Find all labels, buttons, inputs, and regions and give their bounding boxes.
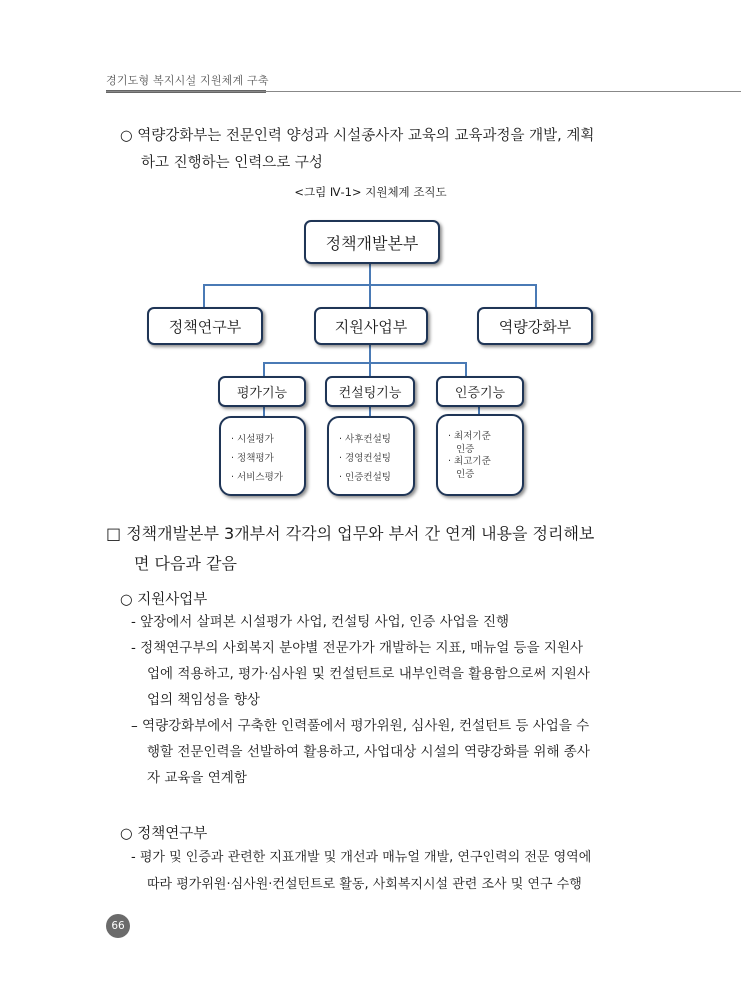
support-heading: ○ 지원사업부 <box>120 592 208 608</box>
org-box-policy-headquarters: 정책개발본부 <box>304 220 440 264</box>
detail-item: 인증 <box>456 468 475 480</box>
figure-caption: <그림 Ⅳ-1> 지원체계 조직도 <box>294 185 447 199</box>
connector <box>369 344 371 376</box>
connector <box>203 284 537 286</box>
support-item: – 역량강화부에서 구축한 인력풀에서 평가위원, 심사원, 컨설턴트 등 사업을 수 <box>131 718 590 734</box>
org-box-consulting: 컨설팅기능 <box>325 376 415 407</box>
connector <box>465 362 467 376</box>
detail-box-certification <box>436 414 524 496</box>
connector <box>263 362 467 364</box>
research-item: 따라 평가위원·심사원·컨설턴트로 활동, 사회복지시설 관련 조사 및 연구 수행 <box>147 877 582 892</box>
research-heading: ○ 정책연구부 <box>120 826 208 842</box>
detail-item: · 인증컨설팅 <box>339 472 391 483</box>
connector <box>203 284 205 308</box>
detail-item: · 최고기준 <box>448 456 491 467</box>
support-item: 행할 전문인력을 선발하여 활용하고, 사업대상 시설의 역량강화를 위해 종사 <box>147 744 590 760</box>
support-item: - 앞장에서 살펴본 시설평가 사업, 컨설팅 사업, 인증 사업을 진행 <box>131 614 510 630</box>
org-box-certification: 인증기능 <box>436 376 524 407</box>
detail-item: · 경영컨설팅 <box>339 453 391 464</box>
org-box-capacity-building: 역량강화부 <box>477 307 593 345</box>
detail-box-evaluation <box>219 416 306 496</box>
intro-line-1: ○ 역량강화부는 전문인력 양성과 시설종사자 교육의 교육과정을 개발, 계획 <box>120 128 595 144</box>
connector <box>535 284 537 308</box>
detail-item: 인증 <box>456 443 475 455</box>
detail-item: · 최저기준 <box>448 431 491 442</box>
connector <box>263 362 265 376</box>
org-box-evaluation: 평가기능 <box>218 376 306 407</box>
research-item: - 평가 및 인증과 관련한 지표개발 및 개선과 매뉴얼 개발, 연구인력의 전문 영역에 <box>131 850 592 865</box>
detail-item: · 사후컨설팅 <box>339 434 391 445</box>
org-box-policy-research: 정책연구부 <box>147 307 263 345</box>
support-item: 업의 책임성을 향상 <box>147 692 260 708</box>
support-item: - 정책연구부의 사회복지 분야별 전문가가 개발하는 지표, 매뉴얼 등을 지원사 <box>131 640 584 656</box>
support-item: 자 교육을 연계함 <box>147 770 247 786</box>
page-number-badge: 66 <box>106 914 130 938</box>
detail-item: · 시설평가 <box>231 434 274 445</box>
section-line-2: 면 다음과 같음 <box>134 554 237 573</box>
intro-line-2: 하고 진행하는 인력으로 구성 <box>141 155 323 171</box>
support-item: 업에 적용하고, 평가·심사원 및 컨설턴트로 내부인력을 활용함으로써 지원사 <box>147 666 590 682</box>
detail-item: · 정책평가 <box>231 453 274 464</box>
detail-box-consulting <box>327 416 415 496</box>
header-rule <box>106 91 741 92</box>
detail-item: · 서비스평가 <box>231 472 283 483</box>
org-box-support-projects: 지원사업부 <box>314 307 428 345</box>
running-header: 경기도형 복지시설 지원체계 구축 <box>106 74 269 87</box>
section-line-1: □ 정책개발본부 3개부서 각각의 업무와 부서 간 연계 내용을 정리해보 <box>106 524 595 543</box>
